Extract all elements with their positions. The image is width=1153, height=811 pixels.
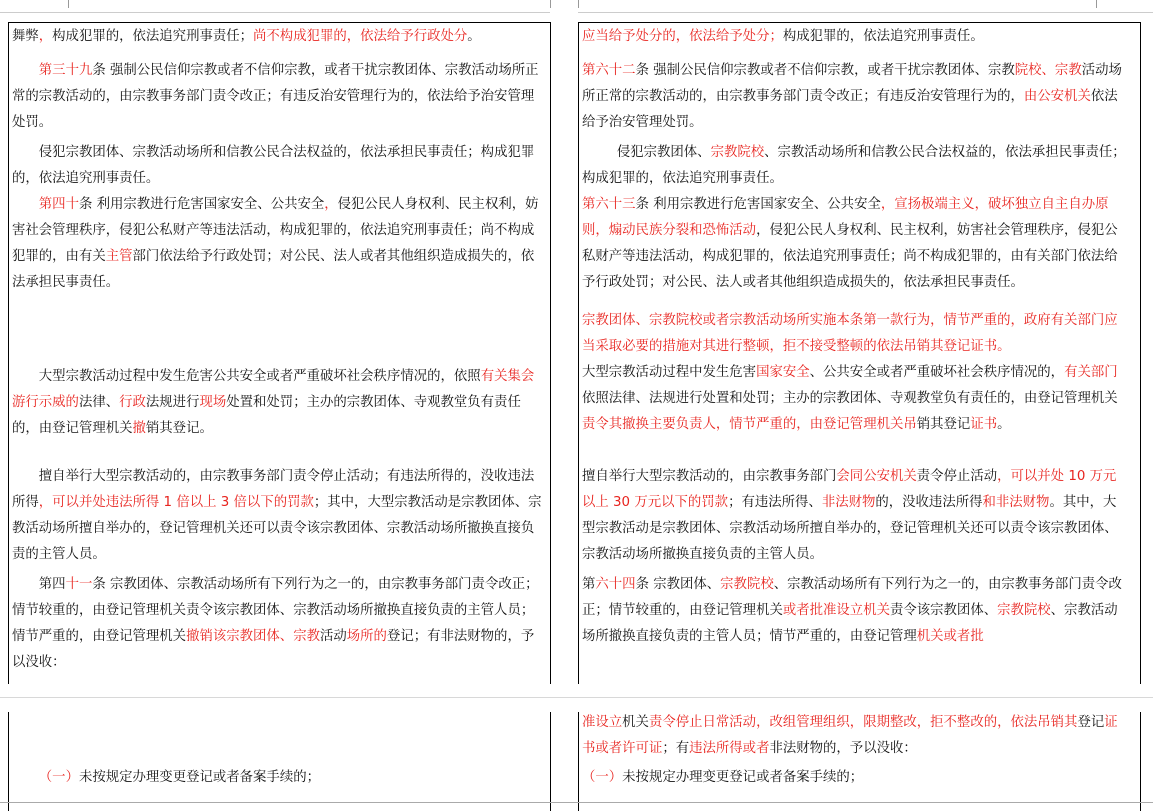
left-column-paragraph-2 xyxy=(12,58,545,136)
left-column-paragraph-1 xyxy=(12,24,545,50)
body-text: 构成犯罪的，依法追究刑事责任。 xyxy=(782,29,984,44)
red-revision-text: 应当给予处分的，依法给予处分； xyxy=(582,29,783,44)
bottom-line xyxy=(0,802,1153,803)
body-text: 侵犯宗教团体、 xyxy=(616,145,711,160)
red-revision-text: 或者批准设立机关 xyxy=(782,603,890,618)
red-revision-text: 现场 xyxy=(199,395,227,410)
red-revision-text: 宗教团体、宗教院校或者宗教活动场所实施本条第一款行为，情节严重的，政府有关部门应当采取必要的措施对其进行整顿，拒不接受整顿的依法吊销其登记证书。 xyxy=(582,313,1118,354)
red-revision-text: 准设立 xyxy=(582,715,623,730)
body-text: 登记；有非法财物的，予以没收： xyxy=(12,629,535,670)
red-revision-text: 责令其撤换主要负责人，情节严重的，由登记管理机关吊 xyxy=(582,417,917,432)
red-revision-text: 第六十二 xyxy=(582,63,636,78)
body-text: 的，没收违法所得 xyxy=(875,495,983,510)
left-column-paragraph-5 xyxy=(12,364,545,442)
red-revision-text: 非法财物 xyxy=(821,495,876,510)
red-revision-text: 院校、宗教 xyxy=(1014,63,1082,78)
right-column-paragraph-7 xyxy=(582,464,1127,568)
right-column-paragraph-2 xyxy=(582,58,1127,136)
body-text: 、宗教活动场所和信教公民合法权益的，依法承担民事责任；构成犯罪的，依法追究刑事责任。 xyxy=(582,145,1126,186)
body-text: 。其中，大型宗教活动是宗教团体、宗教活动场所擅自举办的，登记管理机关还可以责令该宗教团体、宗教活动场所撤换直接负责的主管人员。 xyxy=(582,495,1118,562)
red-revision-text: ，可以并处 10 万元以上 30 万元以下的罚款 xyxy=(582,469,1117,510)
body-text: 条 利用宗教进行危害国家安全、公共安全 xyxy=(635,197,881,212)
red-revision-text: 场所的 xyxy=(346,629,387,644)
body-text: 擅自举行大型宗教活动的，由宗教事务部门责令停止活动；有违法所得的，没收违法所得 xyxy=(12,469,535,510)
red-revision-text: 和非法财物 xyxy=(982,495,1050,510)
ruler-mark xyxy=(68,0,69,8)
body-text: 侵犯宗教团体、宗教活动场所和信教公民合法权益的，依法承担民事责任；构成犯罪的，依法追究刑事责任。 xyxy=(12,145,535,186)
body-text: 条 强制公民信仰宗教或者不信仰宗教，或者干扰宗教团体、宗教活动场所正常的宗教活动的，由宗教事务部门责令改正；有违反治安管理行为的，依法给予治安管理处罚。 xyxy=(12,63,539,130)
body-text: 未按规定办理变更登记或者备案手续的； xyxy=(622,770,864,785)
ruler-line xyxy=(578,12,1153,13)
ruler-bar xyxy=(0,0,1153,14)
red-revision-text: 宗教院校 xyxy=(720,577,774,592)
red-revision-text: 撤销该宗教团体、宗教 xyxy=(186,629,320,644)
red-revision-text: 国家安全 xyxy=(756,365,810,380)
red-revision-text: 有关部门 xyxy=(1064,365,1118,380)
red-revision-text: 宗教院校 xyxy=(710,145,765,160)
right-page-top-border xyxy=(578,22,1141,23)
body-text: 、宗教活动场所有下列行为之一的，由宗教事务部门责令改正；情节较重的，由登记管理机关 xyxy=(582,577,1122,618)
red-revision-text: （一） xyxy=(582,770,623,785)
body-text: 舞弊 xyxy=(12,29,39,44)
body-text: 机关 xyxy=(622,715,649,730)
body-text: 销其登记 xyxy=(916,417,971,432)
body-text: 构成犯罪的，依法追究刑事责任； xyxy=(52,29,254,44)
body-text: 、宗教活动场所撤换直接负责的主管人员；情节严重的，由登记管理 xyxy=(582,603,1118,644)
body-text: 非法财物的，予以没收： xyxy=(769,741,917,756)
left-column-paragraph-8 xyxy=(12,765,545,791)
red-revision-text: ， xyxy=(324,197,338,212)
body-text: 第四 xyxy=(38,577,66,592)
red-revision-text: 有关集会游行示威的 xyxy=(12,369,535,410)
ruler-line xyxy=(0,12,550,13)
left-column-paragraph-3 xyxy=(12,140,545,192)
right-column-paragraph-10 xyxy=(582,765,1127,791)
body-text: 部门依法给予行政处罚；对公民、法人或者其他组织造成损失的，依法承担民事责任。 xyxy=(12,249,535,290)
red-revision-text: 证书或者许可证 xyxy=(582,715,1118,756)
right-column-paragraph-3 xyxy=(582,140,1127,192)
right-column-paragraph-4 xyxy=(582,192,1127,296)
red-revision-text: 行政 xyxy=(119,395,146,410)
red-revision-text: 主管 xyxy=(105,249,133,264)
body-text: 登记 xyxy=(1077,715,1105,730)
red-revision-text: 违法所得或者 xyxy=(689,741,770,756)
body-text: 依法给予治安管理处罚。 xyxy=(582,89,1118,130)
body-text: ；有 xyxy=(662,741,690,756)
red-revision-text: 六十四 xyxy=(595,577,636,592)
left-column-paragraph-7 xyxy=(12,572,545,676)
body-text: 大型宗教活动过程中发生危害公共安全或者严重破坏社会秩序情况的，依照 xyxy=(38,369,481,384)
body-text: 责令该宗教团体、 xyxy=(889,603,998,618)
right-column-paragraph-8 xyxy=(582,572,1127,650)
body-text: 未按规定办理变更登记或者备案手续的； xyxy=(78,770,320,785)
body-text: 、公共安全或者严重破坏社会秩序情况的， xyxy=(809,365,1065,380)
body-text: 条 宗教团体、宗教活动场所有下列行为之一的，由宗教事务部门责令改正；情节较重的，由登记管理机关责令该宗教团体、宗教活动场所撤换直接负责的主管人员；情节严重的，由登记管理机关 xyxy=(12,577,539,644)
red-revision-text: 由公安机关 xyxy=(1023,89,1091,104)
ruler-mark xyxy=(550,0,551,8)
red-revision-text: ， xyxy=(38,29,53,44)
body-text: 活动场所正常的宗教活动的，由宗教事务部门责令改正；有违反治安管理行为的， xyxy=(582,63,1122,104)
right-column-paragraph-5 xyxy=(582,308,1127,360)
red-revision-text: 第六十三 xyxy=(582,197,636,212)
left-page-top-border xyxy=(8,22,551,23)
left-page-continued xyxy=(8,712,551,811)
red-revision-text: ，宣扬极端主义，破坏独立自主自办原则，煽动民族分裂和恐怖活动 xyxy=(582,197,1109,238)
right-column-paragraph-9 xyxy=(582,710,1127,762)
body-text: 大型宗教活动过程中发生危害 xyxy=(582,365,757,380)
red-revision-text: 证书 xyxy=(970,417,998,432)
red-revision-text: 第四十 xyxy=(38,197,79,212)
body-text: ，侵犯公民人身权利、民主权利，妨害社会管理秩序，侵犯公私财产等违法活动，构成犯罪的，依法追究刑事责任；尚不构成犯罪的，由有关部门依法给予行政处罚；对公民、法人或者其他组织造成损失的，依法承担民事责任。 xyxy=(582,223,1118,290)
right-column-paragraph-1 xyxy=(582,24,1127,50)
body-text: 。 xyxy=(467,29,481,44)
body-text: 销其登记。 xyxy=(145,421,213,436)
body-text: 侵犯公民人身权利、民主权利，妨害社会管理秩序，侵犯公私财产等违法活动，构成犯罪的，依法追究刑事责任；尚不构成犯罪的，由有关 xyxy=(12,197,539,264)
red-revision-text: 机关或者批 xyxy=(916,629,984,644)
left-column-paragraph-4 xyxy=(12,192,545,296)
body-text: ；有违法所得、 xyxy=(728,495,822,510)
red-revision-text: 撤 xyxy=(132,421,146,436)
red-revision-text: 第三十九 xyxy=(38,63,93,78)
body-text: 第 xyxy=(582,577,596,592)
body-text: 法规进行 xyxy=(145,395,200,410)
body-text: 条 宗教团体、 xyxy=(635,577,721,592)
red-revision-text: 责令停止日常活动，改组管理组织，限期整改，拒不整改的，依法吊销其 xyxy=(648,715,1078,730)
body-text: 处置和处罚；主办的宗教团体、寺观教堂负有责任的，由登记管理机关 xyxy=(12,395,521,436)
red-revision-text: （一） xyxy=(38,770,79,785)
red-revision-text: 十一 xyxy=(65,577,93,592)
body-text: 活动 xyxy=(319,629,347,644)
body-text: 擅自举行大型宗教活动的，由宗教事务部门 xyxy=(582,469,837,484)
body-text: 。 xyxy=(997,417,1011,432)
red-revision-text: 会同公安机关 xyxy=(836,469,917,484)
body-text: 依照法律、法规进行处置和处罚；主办的宗教团体、寺观教堂负有责任的，由登记管理机关 xyxy=(582,391,1118,406)
body-text: 条 强制公民信仰宗教或者不信仰宗教，或者干扰宗教团体、宗教 xyxy=(635,63,1015,78)
red-revision-text: ，可以并处违法所得 1 倍以上 3 倍以下的罚款 xyxy=(38,495,314,510)
body-text: 条 利用宗教进行危害国家安全、公共安全 xyxy=(78,197,325,212)
right-column-paragraph-6 xyxy=(582,360,1127,438)
body-text: 责令停止活动 xyxy=(916,469,998,484)
ruler-mark xyxy=(1096,0,1097,8)
ruler-mark xyxy=(578,0,579,8)
left-column-paragraph-6 xyxy=(12,464,545,568)
body-text: ；其中，大型宗教活动是宗教团体、宗教活动场所擅自举办的，登记管理机关还可以责令该宗教团体、宗教活动场所撤换直接负责的主管人员。 xyxy=(12,495,542,562)
red-revision-text: 宗教院校 xyxy=(997,603,1051,618)
page-break-line xyxy=(0,697,1153,698)
body-text: 法律、 xyxy=(78,395,120,410)
red-revision-text: 尚不构成犯罪的，依法给予行政处分 xyxy=(253,29,468,44)
